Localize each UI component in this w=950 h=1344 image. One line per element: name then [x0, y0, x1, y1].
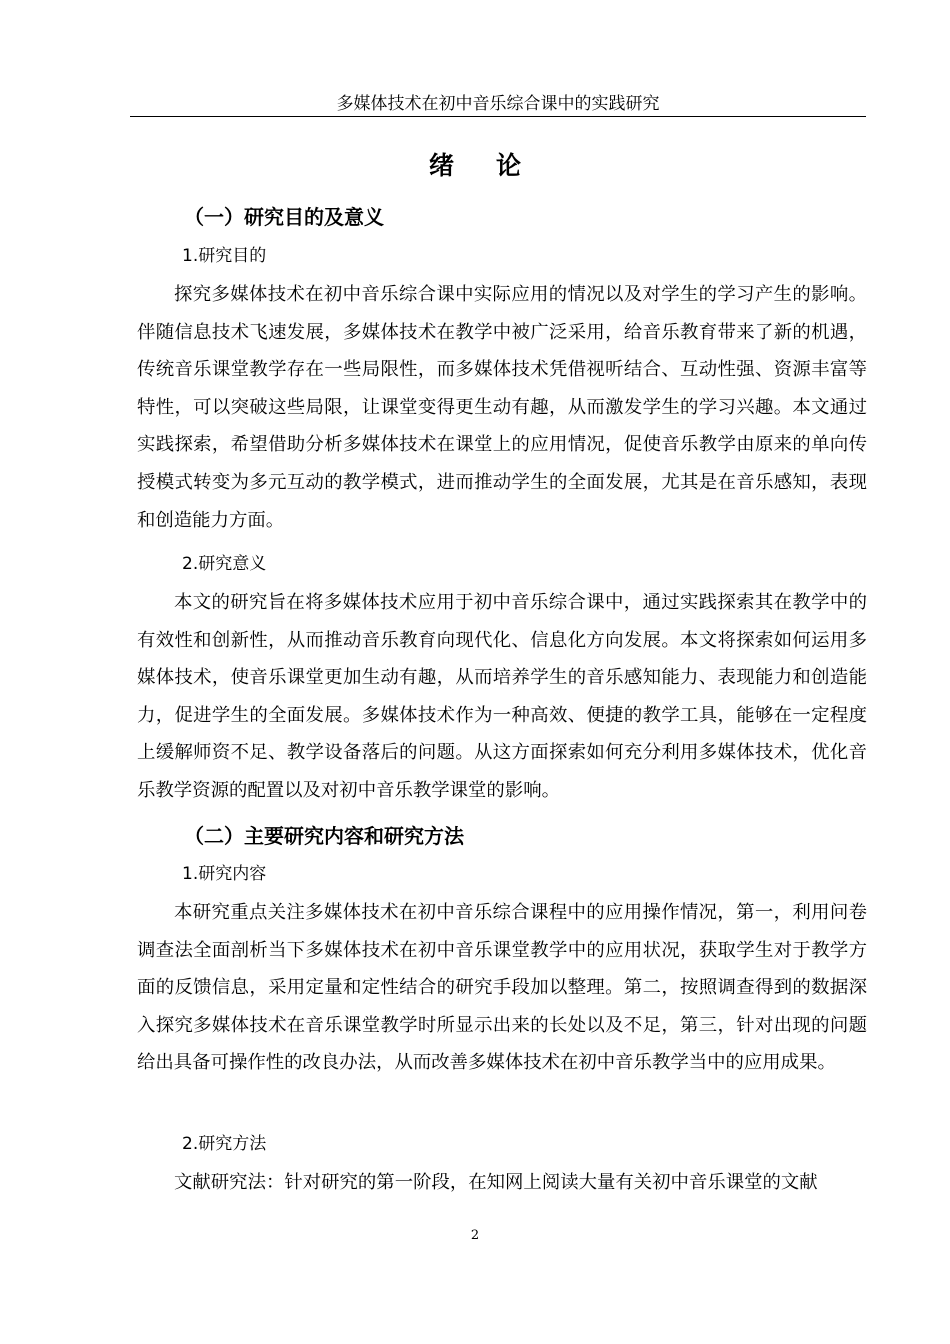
paragraph-research-significance: 本文的研究旨在将多媒体技术应用于初中音乐综合课中，通过实践探索其在教学中的有效性和创新性，从而推动音乐教育向现代化、信息化方向发展。本文将探索如何运用多媒体技术，使音乐课堂更加生动有趣，从而培养学生的音乐感知能力、表现能力和创造能力，促进学生的全面发展。多媒体技术作为一种高效、便捷的教学工具，能够在一定程度上缓解师资不足、教学设备落后的问题。从这方面探索如何充分利用多媒体技术，优化音乐教学资源的配置以及对初中音乐教学课堂的影响。 — [137, 592, 867, 801]
subsection-heading-1-1: 1.研究目的 — [182, 246, 267, 266]
header-rule — [130, 116, 866, 117]
page-number: 2 — [470, 1228, 480, 1243]
paragraph-research-purpose: 探究多媒体技术在初中音乐综合课中实际应用的情况以及对学生的学习产生的影响。伴随信息技术飞速发展，多媒体技术在教学中被广泛采用，给音乐教育带来了新的机遇，传统音乐课堂教学存在一些局限性，而多媒体技术凭借视听结合、互动性强、资源丰富等特性，可以突破这些局限，让课堂变得更生动有趣，从而激发学生的学习兴趣。本文通过实践探索，希望借助分析多媒体技术在课堂上的应用情况，促使音乐教学由原来的单向传授模式转变为多元互动的教学模式，进而推动学生的全面发展，尤其是在音乐感知，表现和创造能力方面。 — [137, 284, 867, 531]
paragraph-research-methods: 文献研究法：针对研究的第一阶段，在知网上阅读大量有关初中音乐课堂的文献 — [174, 1172, 818, 1193]
subsection-heading-2-1: 1.研究内容 — [182, 864, 267, 884]
paragraph-research-content: 本研究重点关注多媒体技术在初中音乐综合课程中的应用操作情况，第一，利用问卷调查法全面剖析当下多媒体技术在初中音乐课堂教学中的应用状况，获取学生对于教学方面的反馈信息，采用定量和定性结合的研究手段加以整理。第二，按照调查得到的数据深入探究多媒体技术在音乐课堂教学时所显示出来的长处以及不足，第三，针对出现的问题给出具备可操作性的改良办法，从而改善多媒体技术在初中音乐教学当中的应用成果。 — [137, 902, 867, 1074]
running-header: 多媒体技术在初中音乐综合课中的实践研究 — [336, 94, 660, 114]
chapter-title: 绪论 — [428, 151, 563, 180]
subsection-heading-2-2: 2.研究方法 — [182, 1134, 267, 1154]
section-heading-1: （一）研究目的及意义 — [184, 205, 384, 229]
subsection-heading-1-2: 2.研究意义 — [182, 554, 267, 574]
section-heading-2: （二）主要研究内容和研究方法 — [184, 824, 464, 848]
